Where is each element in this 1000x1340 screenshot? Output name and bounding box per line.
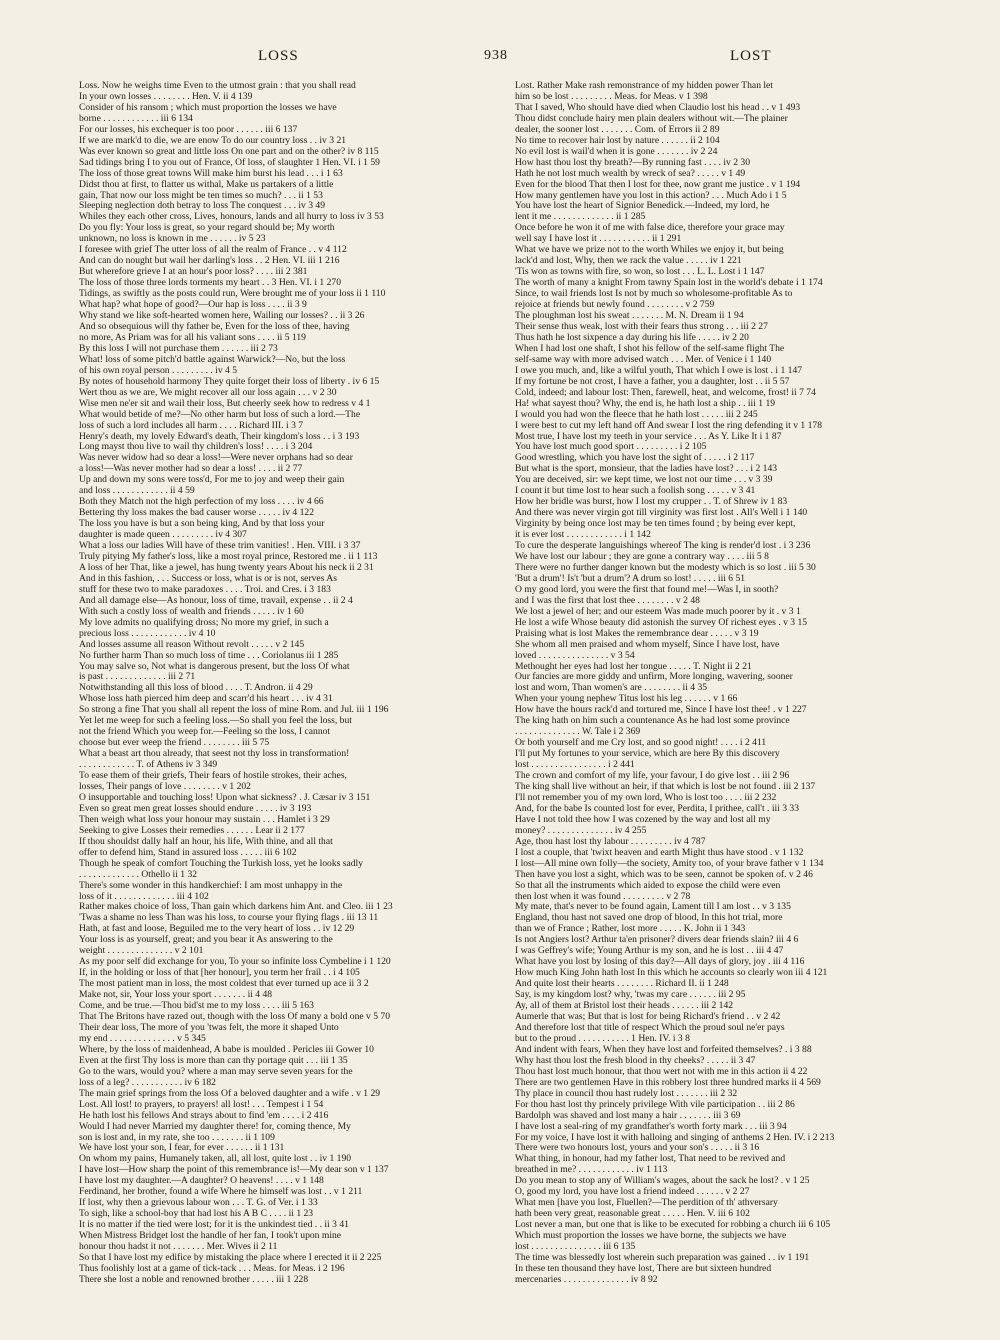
entry-line: 'Tis won as towns with fire, so won, so lost . . . L. L. Lost i 1 147 [515,267,765,278]
entry-line: When I had lost one shaft, I shot his fellow of the self-same flight The [515,343,785,354]
entry-line: No time to recover hair lost by nature . . . . . . ii 2 104 [515,135,720,146]
header-right-word: LOST [730,48,772,64]
entry-line: Virginity by being once lost may be ten times found ; by being ever kept, [515,519,796,530]
entry-line: lost . . . . . . . . . . . . . . . . i 2 441 [515,760,635,771]
entry-line: Lost. Rather Make rash remonstrance of my hidden power Than let [515,81,773,91]
entry-line: I were best to cut my left hand off And swear I lost the ring defending it v 1 178 [515,420,823,431]
entry-line: Ay, all of them at Bristol lost their heads . . . . . . iii 2 142 [515,1001,734,1012]
right-column [515,81,935,1286]
entry-line: What thing, in honour, had my father lost, That need to be revived and [515,1154,786,1165]
entry-line: a loss!—Was never mother had so dear a loss! . . . . ii 2 77 [79,464,303,475]
entry-line: Thou didst conclude hairy men plain dealers without wit.—The plainer [515,113,788,124]
entry-line: borne . . . . . . . . . . . . iii 6 134 [79,113,193,124]
entry-line: Long mayst thou live to wail thy children's loss! . . . . i 3 204 [79,442,313,453]
entry-line: The crown and comfort of my life, your favour, I do give lost . . iii 2 96 [515,771,790,782]
entry-line: No evil lost is wail'd when it is gone . . . . . . . iv 2 24 [515,146,718,157]
entry-line: loved . . . . . . . . . . . . . . . v 3 54 [515,650,635,661]
entry-line: Consider of his ransom ; which must proportion the losses we have [79,102,337,113]
entry-line: Say, is my kingdom lost? why, 'twas my care . . . . . . iii 2 95 [515,990,746,1001]
entry-line: In your own losses . . . . . . . . Hen. V. ii 4 139 [79,91,253,102]
entry-line: of his own royal person . . . . . . . . . iv 4 5 [79,365,238,376]
entry-line: Then have you lost a sight, which was to be seen, cannot be spoken of. v 2 46 [515,869,813,880]
entry-line: What men [have you lost, Fluellen?—The perdition of th' athversary [515,1198,778,1209]
entry-line: hath been very great, reasonable great . . . . . Hen. V. iii 6 102 [515,1209,750,1220]
entry-line: I have lost—How sharp the point of this remembrance is!—My dear son v 1 137 [79,1165,389,1176]
entry-line: For my voice, I have lost it with halloing and singing of anthems 2 Hen. IV. i 2 213 [515,1132,835,1143]
header-left-word: LOSS [258,48,299,64]
entry-line: Bardolph was shaved and lost many a hair . . . . . . . iii 3 69 [515,1110,741,1121]
entry-line: unknown, no loss is known in me . . . . . . iv 5 23 [79,234,266,245]
entry-line: And indent with fears, When they have lost and forfeited themselves? . i 3 88 [515,1044,812,1055]
entry-line: I lost—All mine own folly—the society, Amity too, of your brave father v 1 134 [515,858,824,869]
entry-line: well say I have lost it . . . . . . . . . . . ii 1 291 [515,234,682,245]
entry-line: To ease them of their griefs, Their fears of hostile strokes, their aches, [79,771,347,782]
entry-line: Cold, indeed; and labour lost: Then, farewell, heat, and welcome, frost! ii 7 74 [515,387,816,398]
entry-line: Aumerle that was; But that is lost for being Richard's friend . . v 2 42 [515,1012,781,1023]
entry-line: and loss . . . . . . . . . . . . ii 4 59 [79,486,195,497]
entry-line: By notes of household harmony They quite forget their loss of liberty . iv 6 15 [79,376,380,387]
entry-line: Whiles they each other cross, Lives, honours, lands and all hurry to loss iv 3 53 [79,212,384,223]
entry-line: Go to the wars, would you? where a man may serve seven years for the [79,1066,353,1077]
entry-line: offer to defend him, Stand in assured loss . . . . . iii 6 102 [79,847,297,858]
entry-line: There are two gentlemen Have in this robbery lost three hundred marks ii 4 569 [515,1077,821,1088]
left-column [79,81,499,1286]
entry-line: son is lost and, in my rate, she too . . . . . . . ii 1 109 [79,1132,275,1143]
entry-line: What hap? what hope of good?—Our hap is loss . . . . ii 3 9 [79,300,307,311]
entry-line: Hath, at fast and loose, Beguiled me to the very heart of loss . . iv 12 29 [79,924,355,935]
entry-line: Notwithstanding all this loss of blood . . . . T. Andron. ii 4 29 [79,683,313,694]
entry-line: How hast thou lost thy breath?—By running fast . . . . iv 2 30 [515,157,751,168]
entry-line: Ferdinand, her brother, found a wife Where he himself was lost . . v 1 211 [79,1187,363,1198]
entry-line: How many gentlemen have you lost in this action? . . . Much Ado i 1 5 [515,190,787,201]
entry-line: I'll not remember you of my own lord, Who is lost too . . . . iii 2 232 [515,792,777,803]
entry-line: but to the proud . . . . . . . . . . . 1 Hen. IV. i 3 8 [515,1033,690,1044]
entry-line: precious loss . . . . . . . . . . . . iv 4 10 [79,628,216,639]
entry-line: The king hath on him such a countenance As he had lost some province [515,716,790,727]
entry-line: And quite lost their hearts . . . . . . . . Richard II. ii 1 248 [515,979,729,990]
entry-line: Their sense thus weak, lost with their fears thus strong . . . iii 2 27 [515,321,768,332]
entry-line: Thy place in council thou hast rudely lost . . . . . . . iii 2 32 [515,1088,738,1099]
entry-line: Up and down my sons were toss'd, For me to joy and weep their gain [79,475,345,486]
entry-line: How have the hours rack'd and tortured me, Since I have lost thee! . v 1 227 [515,705,807,716]
entry-line: Didst thou at first, to flatter us withal, Make us partakers of a little [79,179,334,190]
entry-line: What! loss of some pitch'd battle against Warwick?—No, but the loss [79,354,346,365]
entry-line: loss of a leg? . . . . . . . . . . . iv 6 182 [79,1077,216,1088]
entry-line: I was Geffrey's wife; Young Arthur is my son, and he is lost . . iii 4 47 [515,946,784,957]
entry-line: The loss you have is but a son being king, And by that loss your [79,519,325,530]
entry-line: And so obsequious will thy father be, Even for the loss of thee, having [79,321,350,332]
entry-line: We lost a jewel of her; and our esteem Was made much poorer by it . v 3 1 [515,606,801,617]
entry-line: With such a costly loss of wealth and friends . . . . . iv 1 60 [79,606,304,617]
entry-line: The loss of those great towns Will make him burst his lead . . . i 1 63 [79,168,343,179]
entry-line: England, thou hast not saved one drop of blood, In this hot trial, more [515,913,783,924]
entry-line: is past . . . . . . . . . . . . . iii 2 71 [79,672,196,683]
entry-line: The most patient man in loss, the most coldest that ever turned up ace ii 3 2 [79,979,369,990]
entry-line: lost . . . . . . . . . . . . . . . iii 6 135 [515,1242,636,1253]
entry-line: That The Britons have razed out, though with the loss Of many a bold one v 5 70 [79,1012,391,1023]
entry-line: O insupportable and touching loss! Upon what sickness? . J. Cæsar iv 3 151 [79,792,371,803]
entry-line: O, good my lord, you have lost a friend indeed . . . . . . v 2 27 [515,1187,750,1198]
entry-line: I owe you much, and, like a wilful youth, That which I owe is lost . i 1 147 [515,365,803,376]
entry-line: My mate, that's never to be found again, Lament till I am lost . . v 3 135 [515,902,791,913]
entry-line: my end . . . . . . . . . . . . . . v 5 345 [79,1033,206,1044]
entry-line: There's some wonder in this handkerchief: I am most unhappy in the [79,880,343,891]
entry-line: no more, As Priam was for all his valiant sons . . . . ii 5 119 [79,332,306,343]
entry-line: When Mistress Bridget lost the handle of her fan, I took't upon mine [79,1231,342,1242]
entry-line: What a loss our ladies Will have of these trim vanities! . Hen. VIII. i 3 37 [79,541,361,552]
entry-line: weight . . . . . . . . . . . . . . v 2 101 [79,946,204,957]
entry-line: The loss of those three lords torments my heart . . 3 Hen. VI. i 1 270 [79,278,342,289]
page-number: 938 [484,48,508,63]
entry-line: Ha! what sayest thou? Why, the end is, he hath lost a ship . . iii 1 19 [515,398,776,409]
entry-line: Their dear loss, The more of you 'twas felt, the more it shaped Unto [79,1022,339,1033]
entry-line: So that all the instruments which aided to expose the child were even [515,880,781,891]
entry-line: Thus foolishly lost at a game of tick-tack . . . Meas. for Meas. i 2 196 [79,1263,345,1274]
entry-line: Wert thou as we are, We might recover all our loss again . . . v 2 30 [79,387,337,398]
entry-line: You have lost much good sport . . . . . . . . . i 2 105 [515,442,707,453]
entry-line: . . . . . . . . . . . . . . W. Tale i 2 369 [515,727,641,738]
entry-line: To sigh, like a school-boy that had lost his A B C . . . . ii 1 23 [79,1209,314,1220]
entry-line: Loss. Now he weighs time Even to the utmost grain : that you shall read [79,81,356,91]
entry-line: Have I not told thee how I was cozened by the way and lost all my [515,814,771,825]
entry-line: The main grief springs from the loss Of a beloved daughter and a wife . v 1 29 [79,1088,381,1099]
entry-line: So strong a fine That you shall all repent the loss of mine Rom. and Jul. iii 1 196 [79,705,389,716]
entry-line: rejoice at friends but newly found . . . . . . . . v 2 759 [515,300,715,311]
entry-line: We have lost our labour ; they are gone a contrary way . . . . iii 5 8 [515,551,769,562]
entry-line: him so be lost . . . . . . . . . Meas. for Meas. v 1 398 [515,91,708,102]
page-header [0,48,1000,68]
entry-line: mercenaries . . . . . . . . . . . . . . iv 8 92 [515,1274,658,1285]
entry-line: it is ever lost . . . . . . . . . . . . i 1 142 [515,530,651,541]
entry-line: Do you fly: Your loss is great, so your regard should be; My worth [79,223,335,234]
entry-line: How much King John hath lost In this which he accounts so clearly won iii 4 121 [515,968,828,979]
entry-line: Seeking to give Losses their remedies . . . . . . Lear ii 2 177 [79,825,305,836]
entry-line: Why stand we like soft-hearted women here, Wailing our losses? . . ii 3 26 [79,311,365,322]
entry-line: For thou hast lost thy princely privilege With vile participation . . iii 2 86 [515,1099,795,1110]
entry-line: The worth of many a knight From tawny Spain lost in the world's debate i 1 174 [515,278,823,289]
entry-line: Sad tidings bring I to you out of France, Of loss, of slaughter 1 Hen. VI. i 1 59 [79,157,380,168]
entry-line: Which must proportion the losses we have borne, the subjects we have [515,1231,787,1242]
entry-line: Even so great men great losses should endure . . . . . iv 3 193 [79,803,312,814]
entry-line: And can do nought but wail her darling's loss . . 2 Hen. VI. iii 1 216 [79,256,340,267]
entry-line: Your loss is as yourself, great; and you bear it As answering to the [79,935,333,946]
entry-line: He lost a wife Whose beauty did astonish the survey Of richest eyes . v 3 15 [515,617,808,628]
entry-line: He hath lost his fellows And strays about to find 'em . . . . i 2 416 [79,1110,329,1121]
entry-line: I count it but time lost to hear such a foolish song . . . . . v 3 41 [515,486,756,497]
entry-line: . . . . . . . . . . . . . Othello ii 1 32 [79,869,198,880]
entry-line: I have lost my daughter.—A daughter? O heavens! . . . . v 1 148 [79,1176,324,1187]
entry-line: The ploughman lost his sweat . . . . . . . M. N. Dream ii 1 94 [515,311,744,322]
entry-line: Do you mean to stop any of William's wages, about the sack he lost? . v 1 25 [515,1176,810,1187]
entry-line: choose but ever weep the friend . . . . . . . . iii 5 75 [79,738,270,749]
entry-line: I'll put My fortunes to your service, which are here By this discovery [515,749,780,760]
entry-line: Thou hast lost much honour, that thou wert not with me in this action ii 4 22 [515,1066,808,1077]
entry-line: breathed in me? . . . . . . . . . . . . iv 1 113 [515,1165,668,1176]
entry-line: Where, by the loss of maidenhead, A babe is moulded . Pericles iii Gower 10 [79,1044,374,1055]
entry-line: Why hast thou lost the fresh blood in thy cheeks? . . . . . ii 3 47 [515,1055,756,1066]
entry-line: As my poor self did exchange for you, To your so infinite loss Cymbeline i 1 120 [79,957,391,968]
entry-line: than we of France ; Rather, lost more . . . . . K. John ii 1 343 [515,924,746,935]
entry-line: And all damage else—As honour, loss of time, travail, expense . . ii 2 4 [79,595,353,606]
entry-line: Once before he won it of me with false dice, therefore your grace may [515,223,785,234]
entry-line: Whose loss hath pierced him deep and scarr'd his heart . . . iv 4 31 [79,694,333,705]
entry-line: What would betide of me?—No other harm but loss of such a lord.—The [79,409,361,420]
entry-line: lost and worn, Than women's are . . . . . . . . ii 4 35 [515,683,708,694]
entry-line: To cure the desperate languishings whereof The king is render'd lost . i 3 236 [515,541,811,552]
entry-line: There she lost a noble and renowned brother . . . . . iii 1 228 [79,1274,309,1285]
entry-line: gain, That now our loss might be ten times so much? . . . ii 1 53 [79,190,323,201]
entry-line: not the friend Which you weep for.—Feeling so the loss, I cannot [79,727,331,738]
entry-line: Yet let me weep for such a feeling loss.—So shall you feel the loss, but [79,716,352,727]
entry-line: 'But a drum'! Is't 'but a drum'? A drum so lost! . . . . . iii 6 51 [515,573,746,584]
entry-line: losses, Their pangs of love . . . . . . . . v 1 202 [79,782,251,792]
entry-line: No further harm Than so much loss of time . . . Coriolanus iii 1 285 [79,650,339,661]
entry-line: Wise men ne'er sit and wail their loss, But cheerly seek how to redress v 4 1 [79,398,371,409]
entry-line: And therefore lost that title of respect Which the proud soul ne'er pays [515,1022,785,1033]
entry-line: lent it me . . . . . . . . . . . . . ii 1 285 [515,212,646,223]
entry-line: Since, to wail friends lost Is not by much so wholesome-profitable As to [515,289,793,300]
entry-line: A loss of her That, like a jewel, has hung twenty years About his neck ii 2 31 [79,562,374,573]
entry-line: Lost. All lost! to prayers, to prayers! all lost! . . . Tempest i 1 54 [79,1099,324,1110]
entry-line: then lost when it was found . . . . . . . . . v 2 78 [515,891,691,902]
entry-line: O my good lord, you were the first that found me!—Was I, in sooth? [515,584,779,595]
entry-line: Or both yourself and me Cry lost, and so good night! . . . . i 2 411 [515,738,767,749]
entry-line: You may salve so, Not what is dangerous present, but the loss Of what [79,661,350,672]
entry-line: Even for the blood That then I lost for thee, now grant me justice . v 1 194 [515,179,801,190]
entry-line: Our fancies are more giddy and unfirm, More longing, wavering, sooner [515,672,793,683]
entry-line: The time was blessedly lost wherein such preparation was gained . . iv 1 191 [515,1252,810,1263]
entry-line: You are deceived, sir: we kept time, we lost not our time . . . v 3 39 [515,475,773,486]
entry-line: Age, thou hast lost thy labour . . . . . . . . . iv 4 787 [515,836,706,847]
entry-line: Sleeping neglection doth betray to loss The conquest . . . iv 3 49 [79,201,326,212]
entry-line: loss of it . . . . . . . . . . . . . iii 4 102 [79,891,209,902]
entry-line: Hath he not lost much wealth by wreck of sea? . . . . . v 1 49 [515,168,746,179]
entry-line: Rather makes choice of loss, Than gain which darkens him Ant. and Cleo. iii 1 23 [79,902,393,913]
entry-line: loss of such a lord includes all harm . . . . Richard III. i 3 7 [79,420,304,431]
entry-line: I foresee with grief The utter loss of all the realm of France . . v 4 112 [79,245,347,256]
entry-line: And there was never virgin got till virginity was first lost . All's Well i 1 140 [515,508,808,519]
entry-line: Was ever known so great and little loss On one part and on the other? iv 8 115 [79,146,379,157]
entry-line: How her bridle was burst, how I lost my crupper . . T. of Shrew iv 1 83 [515,497,788,508]
entry-line: Methought her eyes had lost her tongue . . . . . T. Night ii 2 21 [515,661,752,672]
entry-line: If lost, why then a grievous labour won . . . T. G. of Ver. i 1 33 [79,1198,318,1209]
entry-line: dealer, the sooner lost . . . . . . . Com. of Errors ii 2 89 [515,124,720,135]
entry-line: . . . . . . . . . . . . T. of Athens iv 3 349 [79,760,218,771]
entry-line: But what is the sport, monsieur, that the ladies have lost? . . . i 2 143 [515,464,778,475]
entry-line: What a beast art thou already, that seest not thy loss in transformation! [79,749,350,760]
entry-line: For our losses, his exchequer is too poor . . . . . . iii 6 137 [79,124,298,135]
entry-line: Would I had never Married my daughter there! for, coming thence, My [79,1121,351,1132]
entry-line: Even at the first Thy loss is more than can thy portage quit . . . iii 1 35 [79,1055,348,1066]
entry-line: Praising what is lost Makes the remembrance dear . . . . . v 3 19 [515,628,759,639]
entry-line: And in this fashion, . . . Success or loss, what is or is not, serves As [79,573,337,584]
entry-line: Henry's death, my lovely Edward's death, Their kingdom's loss . . i 3 193 [79,431,360,442]
entry-line: By this loss I will not purchase them . . . . . . iii 2 73 [79,343,278,354]
entry-line: I lost a couple, that 'twixt heaven and earth Might thus have stood . v 1 132 [515,847,804,858]
entry-line: Come, and be true.—Thou bid'st me to my loss . . . . iii 5 163 [79,1001,314,1012]
entry-line: That I saved, Who should have died when Claudio lost his head . . v 1 493 [515,102,801,113]
entry-line: It is no matter if the tied were lost; for it is the unkindest tied . . ii 3 41 [79,1220,349,1231]
entry-line: In these ten thousand they have lost, There are but sixteen hundred [515,1263,772,1274]
entry-line: Good wrestling, which you have lost the sight of . . . . . i 2 117 [515,453,755,464]
entry-line: If thou shouldst dally half an hour, his life, With thine, and all that [79,836,333,847]
entry-line: Thus hath he lost sixpence a day during his life . . . . . iv 2 20 [515,332,749,343]
entry-line: Both they Match not the high perfection of my loss . . . . iv 4 66 [79,497,324,508]
entry-line: stuff for these two to make paradoxes . . . . Troi. and Cres. i 3 183 [79,584,331,595]
entry-line: So that I have lost my edifice by mistaking the place where I erected it ii 2 225 [79,1252,382,1263]
entry-line: Is not Angiers lost? Arthur ta'en prisoner? divers dear friends slain? iii 4 6 [515,935,799,946]
entry-line: What have you lost by losing of this day?—All days of glory, joy . iii 4 116 [515,957,805,968]
entry-line: Most true, I have lost my teeth in your service . . . As Y. Like It i 1 87 [515,431,782,442]
entry-line: When your young nephew Titus lost his leg . . . . . . v 1 66 [515,694,738,705]
entry-line: Was never widow had so dear a loss!—Were never orphans had so dear [79,453,353,464]
entry-line: If, in the holding or loss of that [her honour], you term her frail . . i 4 105 [79,968,360,979]
entry-line: Make not, sir, Your loss your sport . . . . . . . ii 4 48 [79,990,273,1001]
entry-line: Then weigh what loss your honour may sustain . . . Hamlet i 3 29 [79,814,330,825]
entry-line: And, for the babe Is counted lost for ever, Perdita, I prithee, call't . iii 3 33 [515,803,800,814]
entry-line: She whom all men praised and whom myself, Since I have lost, have [515,639,780,650]
entry-line: lack'd and lost, Why, then we rack the value . . . . . iv 1 221 [515,256,742,267]
entry-line: Truly pitying My father's loss, like a most royal prince, Restored me . ii 1 113 [79,551,378,562]
entry-line: honour thou hadst it not . . . . . . . Mer. Wives ii 2 11 [79,1242,278,1253]
entry-line: Though he speak of comfort Touching the Turkish loss, yet he looks sadly [79,858,364,869]
entry-line: and I was the first that lost thee . . . . . . . . v 2 48 [515,595,700,606]
entry-line: There were two honours lost, yours and your son's . . . . . ii 3 16 [515,1143,760,1154]
entry-line: I would you had won the fleece that he hath lost . . . . . iii 2 245 [515,409,758,420]
entry-line: But wherefore grieve I at an hour's poor loss? . . . . iii 2 381 [79,267,308,278]
entry-line: Lost never a man, but one that is like to be executed for robbing a church iii 6 105 [515,1220,831,1231]
entry-line: self-same way with more advised watch . . . Mer. of Venice i 1 140 [515,354,772,365]
entry-line: My love admits no qualifying dross; No more my grief, in such a [79,617,329,628]
entry-line: We have lost your son, I fear, for ever . . . . . . ii 1 131 [79,1143,285,1154]
entry-line: What we have we prize not to the worth Whiles we enjoy it, but being [515,245,784,256]
entry-line: There were no further danger known but the modesty which is so lost . iii 5 30 [515,562,816,573]
entry-line: 'Twas a shame no less Than was his loss, to course your flying flags . iii 13 11 [79,913,379,924]
entry-line: Bettering thy loss makes the bad causer worse . . . . . iv 4 122 [79,508,315,519]
entry-line: money? . . . . . . . . . . . . . . iv 4 255 [515,825,647,836]
entry-line: I have lost a seal-ring of my grandfather's worth forty mark . . . iii 3 94 [515,1121,787,1132]
entry-line: The king shall live without an heir, if that which is lost be not found . iii 2 137 [515,782,816,792]
entry-line: daughter is made queen . . . . . . . . . iv 4 307 [79,530,247,541]
entry-line: If we are mark'd to die, we are enow To do our country loss . . iv 3 21 [79,135,347,146]
entry-line: You have lost the heart of Signior Benedick.—Indeed, my lord, he [515,201,770,212]
entry-line: On whom my pains, Humanely taken, all, all lost, quite lost . . iv 1 190 [79,1154,352,1165]
entry-line: If my fortune be not crost, I have a father, you a daughter, lost . . ii 5 57 [515,376,790,387]
entry-line: Tidings, as swiftly as the posts could run, Were brought me of your loss ii 1 110 [79,289,386,300]
entry-line: And losses assume all reason Without revolt . . . . . v 2 145 [79,639,305,650]
